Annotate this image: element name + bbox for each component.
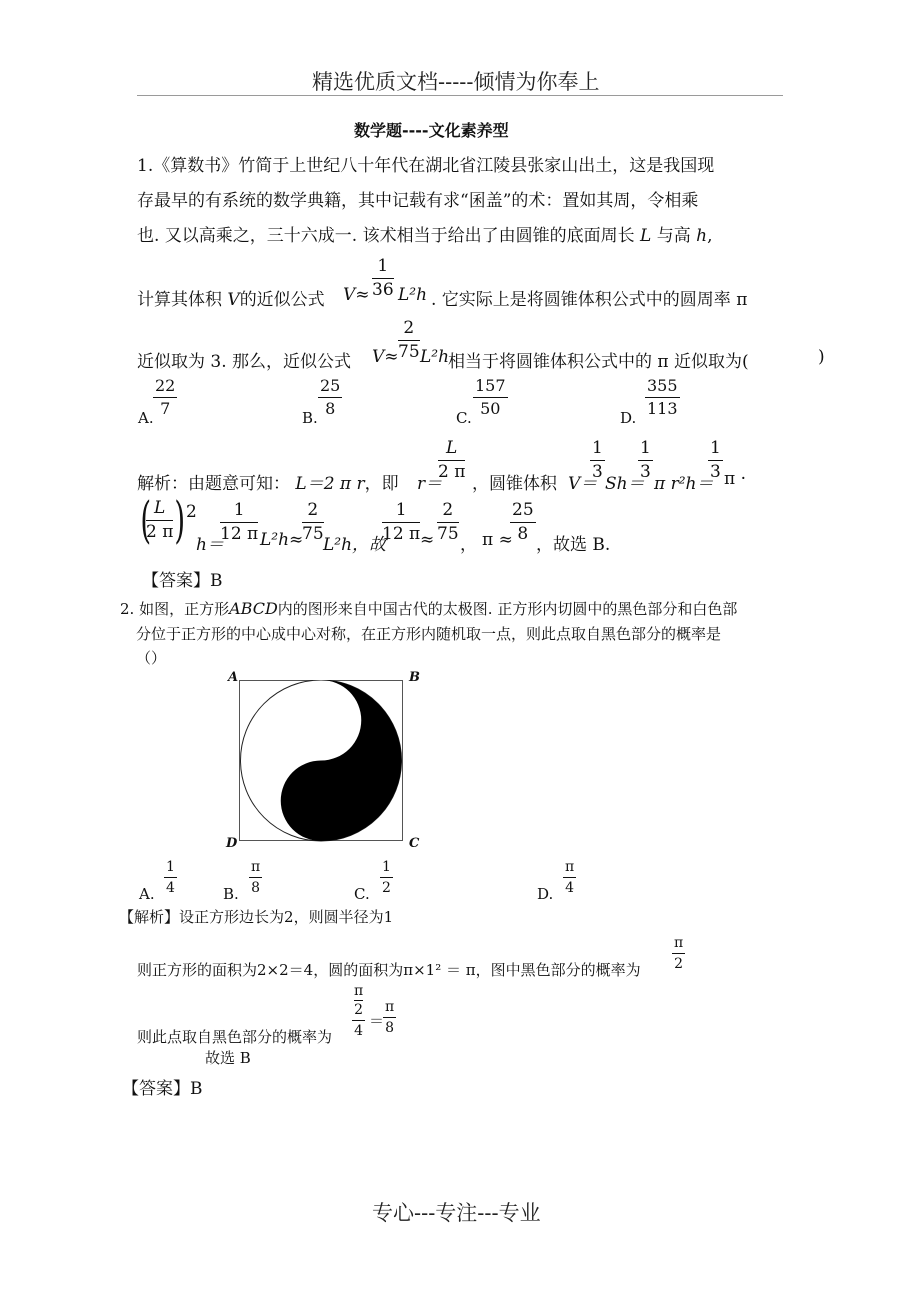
q1-line3: 也. 又以高乘之，三十六成一. 该术相当于给出了由圆锥的底面周长 L 与高 h,	[137, 226, 713, 246]
q2-sol3-equals: ＝	[369, 1012, 385, 1030]
q1-solution-line1: 解析：由题意可知： L＝2 π r，即	[137, 474, 399, 494]
q2-solution-line2: 则正方形的面积为2×2＝4，圆的面积为π×1² ＝ π，图中黑色部分的概率为	[137, 961, 641, 979]
corner-label-d: D	[226, 836, 238, 851]
corner-label-c: C	[409, 836, 420, 851]
q2-option-d-label: D.	[537, 885, 554, 903]
q2-line1: 2. 如图，正方形ABCD内的图形来自中国古代的太极图. 正方形内切圆中的黑色部分和白色部	[120, 599, 738, 618]
q1-option-b-label: B.	[302, 409, 318, 427]
q2-option-a-fraction: $\frac{1}{4}$	[166, 859, 175, 896]
q1-sol2-frac2: $\frac{2}{75}$	[302, 500, 324, 544]
q1-option-d-fraction: $\frac{355}{113}$	[647, 376, 678, 418]
q1-sol2-conclusion: ，故选 B.	[536, 535, 611, 555]
header-rule	[137, 95, 783, 96]
q1-solution-volume-label: ，圆锥体积	[472, 474, 557, 494]
q1-solution-pir2h: π r²h＝	[654, 474, 714, 494]
q1-sol2-frac3: $\frac{1}{12 \pi}$	[382, 500, 421, 544]
page-header: 精选优质文档-----倾情为你奉上	[312, 70, 600, 94]
taiji-figure	[239, 680, 404, 842]
q1-sol2-pi-approx: π ≈	[482, 530, 513, 550]
q2-option-b-label: B.	[223, 885, 239, 903]
q2-solution-choice: 故选 B	[205, 1049, 251, 1067]
q1-line2: 存最早的有系统的数学典籍，其中记载有求“囷盖”的术：置如其周，令相乘	[137, 191, 699, 211]
right-paren: )	[174, 491, 186, 549]
q1-solution-v: V＝	[568, 474, 598, 494]
q1-line5: 近似取为 3. 那么，近似公式	[137, 352, 352, 372]
q1-solution-r-fraction: $\frac{L}{2 \pi}$	[438, 438, 466, 482]
q1-line5-close: )	[818, 347, 825, 367]
q1-line4: 计算其体积 V的近似公式	[137, 290, 325, 310]
q1-line1: 1.《算数书》竹简于上世纪八十年代在湖北省江陵县张家山出土，这是我国现	[137, 156, 715, 176]
q1-sol2-comma: ，	[460, 535, 477, 555]
page-footer: 专心---专注---专业	[372, 1201, 541, 1225]
q1-sol2-frac4: $\frac{2}{75}$	[437, 500, 459, 544]
q1-sol2-frac1: $\frac{1}{12 \pi}$	[220, 500, 259, 544]
q2-option-a-label: A.	[139, 885, 155, 903]
q1-line5-mid: 相当于将圆锥体积公式中的 π 近似取为(	[448, 352, 749, 372]
q1-solution-sh: Sh＝	[605, 474, 645, 494]
q2-sol3-result-fraction: $\frac{\pi}{8}$	[385, 999, 395, 1036]
black-dot	[313, 792, 330, 809]
white-dot	[313, 712, 329, 728]
q1-solution-pi-dot: π ·	[724, 469, 746, 489]
q1-option-c-fraction: $\frac{157}{50}$	[475, 376, 506, 418]
q1-option-c-label: C.	[456, 409, 472, 427]
q1-option-a-fraction: $\frac{22}{7}$	[155, 376, 176, 418]
q1-solution-r: r＝	[417, 474, 443, 494]
left-paren: (	[140, 491, 152, 549]
q1-sol2-frac5: $\frac{25}{8}$	[512, 500, 534, 544]
q1-line4-end: . 它实际上是将圆锥体积公式中的圆周率 π	[431, 290, 748, 310]
q1-sol2-h: h＝	[196, 535, 224, 555]
q2-option-d-fraction: $\frac{\pi}{4}$	[565, 859, 575, 896]
q2-line2: 分位于正方形的中心成中心对称，在正方形内随机取一点，则此点取自黑色部分的概率是	[136, 625, 722, 643]
page-title: 数学题----文化素养型	[354, 121, 509, 140]
q1-sol2-L-over-2pi: $\frac{L}{2 \pi}$	[146, 498, 174, 542]
q1-sol2-exponent: 2	[186, 502, 197, 522]
q1-solution-one-third-3: $\frac{1}{3}$	[710, 438, 721, 482]
formula2-fraction: $\frac{2}{75}$	[398, 318, 420, 362]
q1-solution-one-third-2: $\frac{1}{3}$	[640, 438, 651, 482]
q2-option-c-label: C.	[354, 885, 370, 903]
corner-label-a: A	[228, 670, 239, 685]
q1-sol2-t1: L²h≈	[260, 530, 304, 550]
formula1-tail: L²h	[398, 285, 428, 305]
q1-option-a-label: A.	[138, 409, 154, 427]
corner-label-b: B	[409, 670, 420, 685]
q2-option-c-fraction: $\frac{1}{2}$	[382, 859, 391, 896]
formula2-lhs: V≈	[372, 347, 399, 367]
q2-solution-line3: 则此点取自黑色部分的概率为	[137, 1028, 333, 1046]
q1-solution-one-third-1: $\frac{1}{3}$	[592, 438, 603, 482]
q2-solution-line1: 【解析】设正方形边长为2，则圆半径为1	[119, 908, 394, 926]
q1-answer: 【答案】B	[142, 571, 223, 591]
formula1-lhs: V≈	[343, 285, 370, 305]
q1-option-d-label: D.	[620, 409, 637, 427]
q2-line3: （）	[136, 649, 167, 667]
q2-sol2-fraction: $\frac{\pi}{2}$	[674, 935, 684, 972]
formula2-tail: L²h	[420, 347, 450, 367]
q2-sol3-compound-fraction: π 2 4	[354, 983, 364, 1039]
q1-option-b-fraction: $\frac{25}{8}$	[320, 376, 341, 418]
q1-sol2-t2: L²h，故	[323, 535, 387, 555]
formula1-fraction: $\frac{1}{36}$	[372, 256, 394, 300]
q1-sol2-approx: ≈	[420, 530, 435, 550]
q2-option-b-fraction: $\frac{\pi}{8}$	[251, 859, 261, 896]
q2-answer: 【答案】B	[122, 1079, 203, 1099]
